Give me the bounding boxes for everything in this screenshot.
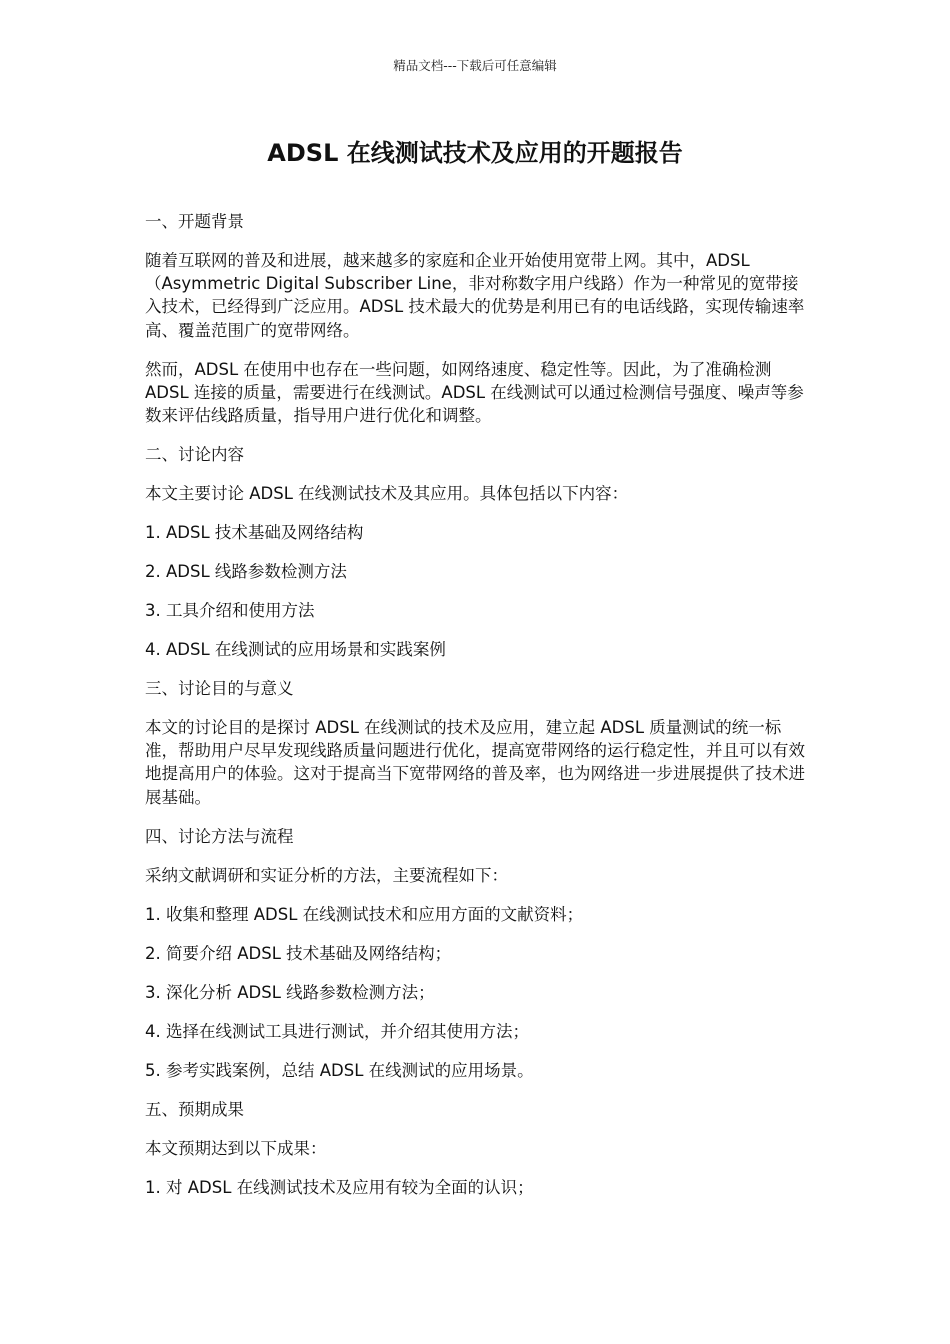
section-heading: 二、讨论内容 [145,445,244,465]
list-item: 1. 对 ADSL 在线测试技术及应用有较为全面的认识； [145,1177,534,1197]
list-item: 4. 选择在线测试工具进行测试，并介绍其使用方法； [145,1021,529,1041]
list-item: 5. 参考实践案例，总结 ADSL 在线测试的应用场景。 [145,1060,534,1080]
paragraph: 然而，ADSL 在使用中也存在一些问题，如网络速度、稳定性等。因此，为了准确检测 ADSL 连接的质量，需要进行在线测试。ADSL 在线测试可以通过检测信号强度、噪声等参数来评估线路质量，指导用户进行优化和调整。 [145,359,804,426]
section-heading: 一、开题背景 [145,212,244,231]
section-heading: 五、预期成果 [145,1099,244,1119]
paragraph: 本文预期达到以下成果： [145,1138,327,1158]
section-heading: 四、讨论方法与流程 [145,826,294,846]
list-item: 2. 简要介绍 ADSL 技术基础及网络结构； [145,943,452,963]
document-title: ADSL 在线测试技术及应用的开题报告 [267,139,683,167]
paragraph: 本文主要讨论 ADSL 在线测试技术及其应用。具体包括以下内容： [145,484,629,504]
list-item: 1. 收集和整理 ADSL 在线测试技术和应用方面的文献资料； [145,904,584,924]
document-body [145,210,805,1215]
paragraph: 本文的讨论目的是探讨 ADSL 在线测试的技术及应用，建立起 ADSL 质量测试的统一标准，帮助用户尽早发现线路质量问题进行优化，提高宽带网络的运行稳定性，并且可以有效地提高用户的体验。这对于提高当下宽带网络的普及率，也为网络进一步进展提供了技术进展基础。 [145,718,805,807]
paragraph: 随着互联网的普及和进展，越来越多的家庭和企业开始使用宽带上网。其中，ADSL（Asymmetric Digital Subscriber Line，非对称数字用户线路）作为一种常见的宽带接入技术，已经得到广泛应用。ADSL 技术最大的优势是利用已有的电话线路，实现传输速率高、覆盖范围广的宽带网络。 [145,251,805,340]
list-item: 3. 深化分析 ADSL 线路参数检测方法； [145,982,435,1002]
list-item: 2. ADSL 线路参数检测方法 [145,562,347,582]
list-item: 4. ADSL 在线测试的应用场景和实践案例 [145,640,446,660]
list-item: 1. ADSL 技术基础及网络结构 [145,523,364,543]
paragraph: 采纳文献调研和实证分析的方法，主要流程如下： [145,865,508,885]
list-item: 3. 工具介绍和使用方法 [145,601,315,621]
section-heading: 三、讨论目的与意义 [145,679,294,699]
page-header-note: 精品文档---下载后可任意编辑 [393,58,557,73]
